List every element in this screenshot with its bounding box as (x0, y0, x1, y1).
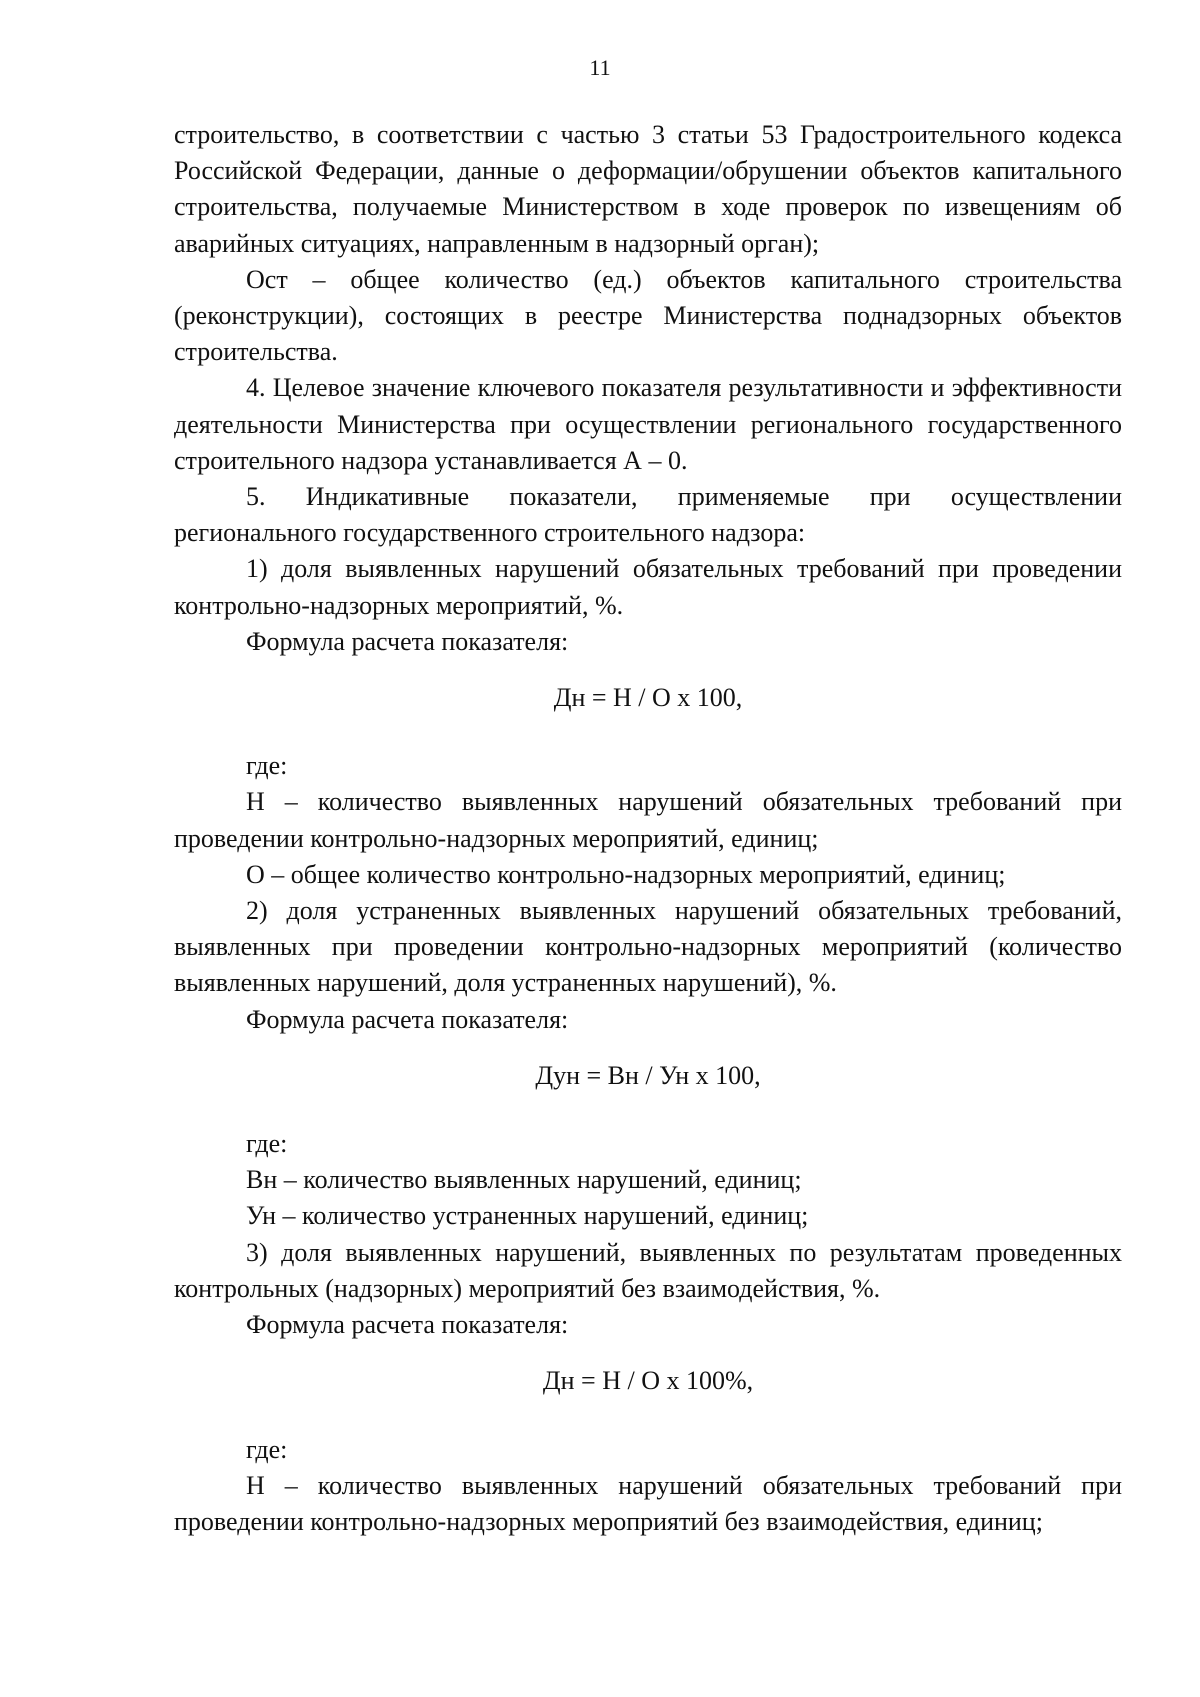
paragraph-construction-continuation: строительство, в соответствии с частью 3 статьи 53 Градостроительного кодекса Российской Федерации, данные о деформации/обрушении объектов капитального строительства, получаемые Министерством в ходе проверок по извещениям об аварийных ситуациях, направленным в надзорный орган); (174, 120, 1122, 258)
paragraph-indicative-indicators: 5. Индикативные показатели, применяемые при осуществлении регионального государственного строительного надзора: (174, 482, 1122, 548)
paragraph-o-definition: О – общее количество контрольно-надзорных мероприятий, единиц; (246, 859, 1006, 889)
document-body (174, 117, 1122, 1540)
paragraph-n-definition-2: Н – количество выявленных нарушений обязательных требований при проведении контрольно-надзорных мероприятий без взаимодействия, единиц; (174, 1470, 1122, 1536)
formula-1: Дн = Н / О х 100, (553, 683, 743, 713)
paragraph-indicator-1: 1) доля выявленных нарушений обязательных требований при проведении контрольно-надзорных мероприятий, %. (174, 554, 1122, 620)
paragraph-where-1: где: (246, 751, 288, 781)
formula-2: Дун = Вн / Ун х 100, (535, 1060, 761, 1090)
paragraph-formula-heading-1: Формула расчета показателя: (246, 626, 569, 656)
paragraph-un-definition: Ун – количество устраненных нарушений, единиц; (246, 1201, 809, 1231)
paragraph-indicator-3: 3) доля выявленных нарушений, выявленных по результатам проведенных контрольных (надзорных) мероприятий без взаимодействия, %. (174, 1237, 1122, 1303)
paragraph-formula-heading-3: Формула расчета показателя: (246, 1310, 569, 1340)
paragraph-indicator-2: 2) доля устраненных выявленных нарушений обязательных требований, выявленных при проведении контрольно-надзорных мероприятий (количество выявленных нарушений, доля устраненных нарушений), %. (174, 896, 1122, 998)
paragraph-vn-definition: Вн – количество выявленных нарушений, единиц; (246, 1165, 802, 1195)
paragraph-where-2: где: (246, 1129, 288, 1159)
paragraph-where-3: где: (246, 1434, 288, 1464)
page-number: 11 (589, 55, 611, 80)
paragraph-formula-heading-2: Формула расчета показателя: (246, 1004, 569, 1034)
paragraph-target-value: 4. Целевое значение ключевого показателя результативности и эффективности деятельности Министерства при осуществлении регионального государственного строительного надзора устанавливается А – 0. (174, 373, 1122, 475)
paragraph-n-definition-1: Н – количество выявленных нарушений обязательных требований при проведении контрольно-надзорных мероприятий, единиц; (174, 787, 1122, 853)
paragraph-ost-definition: Ост – общее количество (ед.) объектов капитального строительства (реконструкции), состоящих в реестре Министерства поднадзорных объектов строительства. (174, 264, 1122, 367)
formula-3: Дн = Н / О х 100%, (542, 1366, 754, 1396)
